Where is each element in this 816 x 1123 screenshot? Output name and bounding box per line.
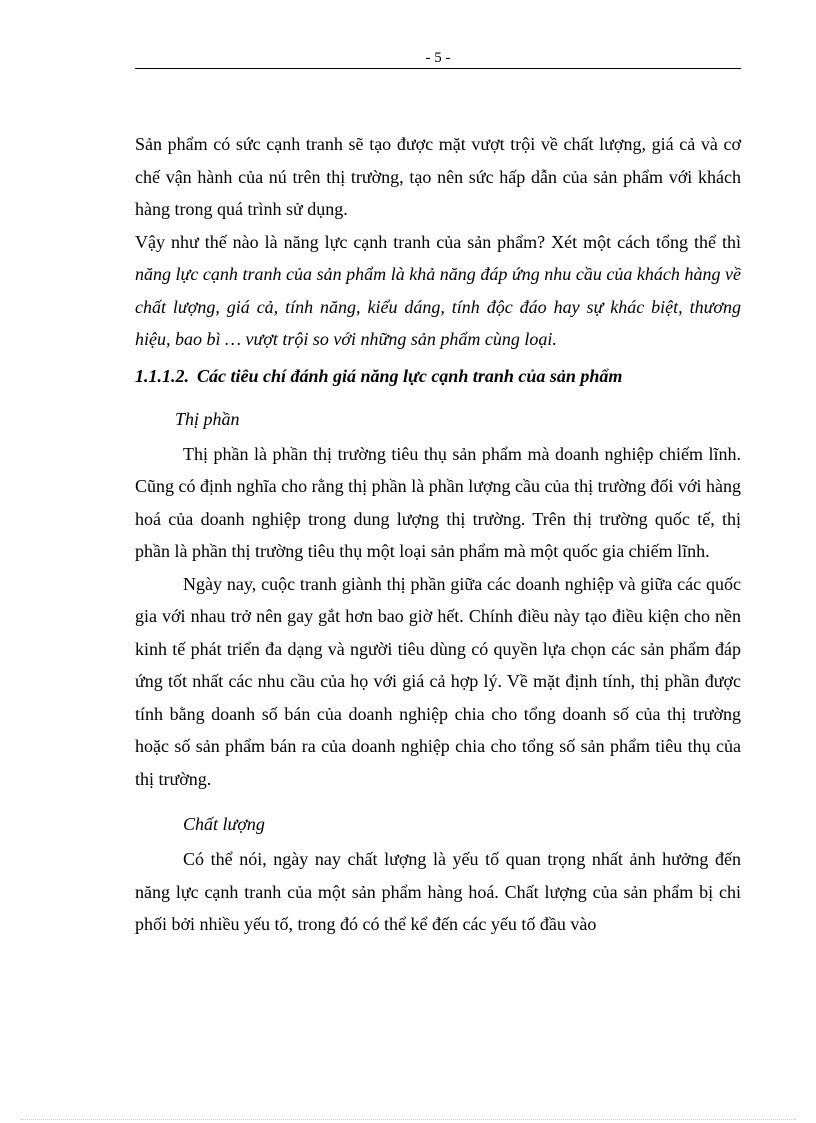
section-heading [135,360,741,392]
page-number: - 5 - [425,50,451,66]
subheading-quality: Chất lượng [183,814,265,834]
paragraph-intro: Sản phẩm có sức cạnh tranh sẽ tạo được mặt vượt trội về chất lượng, giá cả và cơ chế vận hành của nú trên thị trường, tạo nên sức hấp dẫn của sản phẩm với khách hàng trong quá trình sử dụng. [135,134,741,219]
subheading-market-share: Thị phần [175,408,240,429]
section-number: 1.1.1.2. [135,365,189,386]
header-rule [135,68,741,69]
definition-italic: năng lực cạnh tranh của sản phẩm là khả năng đáp ứng nhu cầu của khách hàng về chất lượng, giá cả, tính năng, kiểu dáng, tính độc đáo hay sự khác biệt, thương hiệu, bao bì … vượt trội so với những sản phẩm cùng loại. [135,264,741,349]
paragraph-quality: Có thể nói, ngày nay chất lượng là yếu tố quan trọng nhất ảnh hưởng đến năng lực cạnh tranh của một sản phẩm hàng hoá. Chất lượng của sản phẩm bị chi phối bởi nhiều yếu tố, trong đó có thể kể đến các yếu tố đầu vào [135,849,741,934]
section-title: Các tiêu chí đánh giá năng lực cạnh tranh của sản phẩm [197,365,623,386]
definition-lead: Vậy như thế nào là năng lực cạnh tranh của sản phẩm? Xét một cách tổng thể thì [135,231,741,252]
paragraph-market-share-2: Ngày nay, cuộc tranh giành thị phần giữa các doanh nghiệp và giữa các quốc gia với nhau trở nên gay gắt hơn bao giờ hết. Chính điều này tạo điều kiện cho nền kinh tế phát triển đa dạng và người tiêu dùng có quyền lựa chọn các sản phẩm đáp ứng tốt nhất các nhu cầu của họ với giá cả hợp lý. Về mặt định tính, thị phần được tính bằng doanh số bán của doanh nghiệp chia cho tổng doanh số của thị trường hoặc số sản phẩm bán ra của doanh nghiệp chia cho tổng số sản phẩm tiêu thụ của thị trường. [135,573,741,789]
paragraph-market-share-1: Thị phần là phần thị trường tiêu thụ sản phẩm mà doanh nghiệp chiếm lĩnh. Cũng có định nghĩa cho rằng thị phần là phần lượng cầu của thị trường đối với hàng hoá của doanh nghiệp trong dung lượng thị trường. Trên thị trường quốc tế, thị phần là phần thị trường tiêu thụ một loại sản phẩm mà một quốc gia chiếm lĩnh. [135,443,741,561]
page-bottom-border [20,1119,796,1120]
paragraph-definition [135,226,741,356]
document-body [135,128,741,941]
